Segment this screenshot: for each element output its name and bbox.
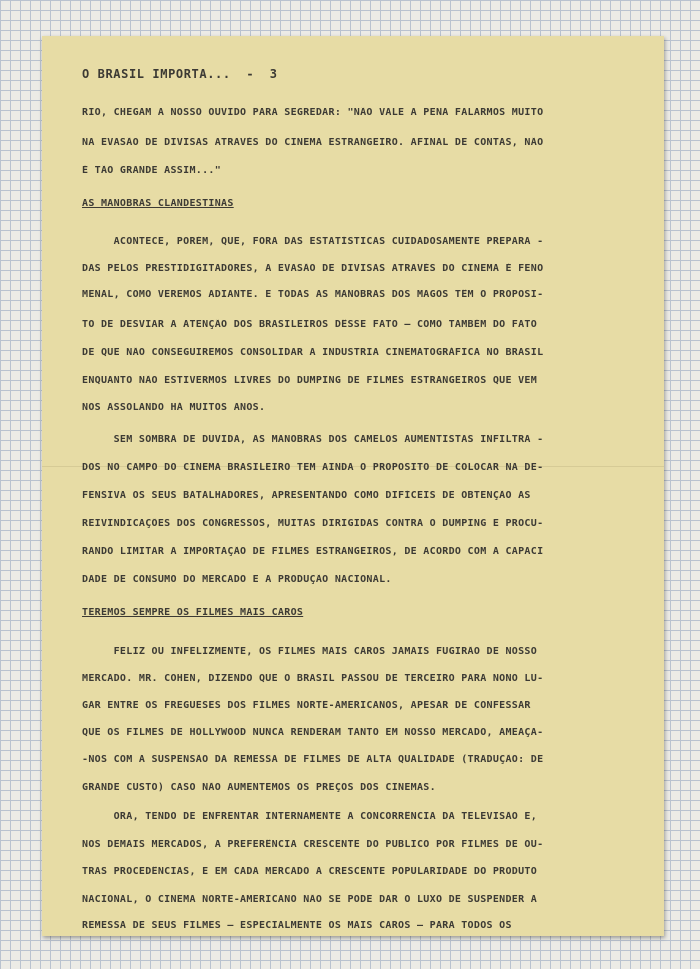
text-line: NOS DEMAIS MERCADOS, A PREFERÊNCIA CRESCENTE DO PÚBLICO POR FILMES DE OU-: [82, 839, 544, 850]
text-line: TRAS PROCEDÊNCIAS, E EM CADA MERCADO A CRESCENTE POPULARIDADE DO PRODUTO: [82, 866, 538, 877]
text-line: RANDO LIMITAR A IMPORTAÇÃO DE FILMES ESTRANGEIROS, DE ACÔRDO COM A CAPACI: [82, 546, 544, 557]
text-line: É TÃO GRANDE ASSIM...": [82, 165, 222, 176]
section-heading: AS MANOBRAS CLANDESTINAS: [82, 198, 234, 209]
text-line: -NOS COM A SUSPENSÃO DA REMESSA DE FILMES DE ALTA QUALIDADE (TRADUÇÃO: DE: [82, 754, 544, 765]
section-heading: TEREMOS SEMPRE OS FILMES MAIS CAROS: [82, 607, 304, 618]
text-line: SEM SOMBRA DE DÚVIDA, AS MANOBRAS DOS CAMELÔS AUMENTISTAS INFILTRA -: [82, 434, 544, 445]
typewritten-page: [42, 36, 664, 936]
text-line: MERCADO. MR. COHEN, DIZENDO QUE O BRASIL PASSOU DE TERCEIRO PARA NONO LU-: [82, 673, 544, 684]
text-line: REMESSA DE SEUS FILMES — ESPECIALMENTE OS MAIS CAROS — PARA TODOS OS: [82, 920, 512, 931]
text-line: NA EVASÃO DE DIVISAS ATRAVÉS DO CINEMA ESTRANGEIRO. AFINAL DE CONTAS, NÃO: [82, 137, 544, 148]
text-line: NACIONAL, O CINEMA NORTE-AMERICANO NÃO SE PODE DAR O LUXO DE SUSPENDER A: [82, 894, 538, 905]
text-line: QUE OS FILMES DE HOLLYWOOD NUNCA RENDERAM TANTO EM NOSSO MERCADO, AMEAÇA-: [82, 727, 544, 738]
page-header: O BRASIL IMPORTA... - 3: [82, 67, 278, 81]
text-line: DOS NO CAMPO DO CINEMA BRASILEIRO TEM AINDA O PROPÓSITO DE COLOCAR NA DE-: [82, 462, 544, 473]
text-line: DAS PELOS PRESTIDIGITADORES, A EVASÃO DE DIVISAS ATRAVÉS DO CINEMA É FENO: [82, 263, 544, 274]
text-line: ENQUANTO NÃO ESTIVERMOS LIVRES DO DUMPING DE FILMES ESTRANGEIROS QUE VEM: [82, 375, 538, 386]
text-line: DADE DE CONSUMO DO MERCADO E A PRODUÇÃO NACIONAL.: [82, 574, 392, 585]
text-line: GRANDE CUSTO) CASO NÃO AUMENTEMOS OS PREÇOS DOS CINEMAS.: [82, 782, 436, 793]
text-line: FENSIVA OS SEUS BATALHADORES, APRESENTANDO COMO DIFÍCEIS DE OBTENÇÃO AS: [82, 490, 531, 501]
text-line: ACONTECE, PORÉM, QUE, FORA DAS ESTATÍSTICAS CUIDADOSAMENTE PREPARA -: [82, 236, 544, 247]
text-line: RIO, CHEGAM A NOSSO OUVIDO PARA SEGREDAR: "NÃO VALE A PENA FALARMOS MUITO: [82, 107, 544, 118]
text-line: NOS ASSOLANDO HÁ MUITOS ANOS.: [82, 402, 266, 413]
text-line: MENAL, COMO VEREMOS ADIANTE. E TÔDAS AS MANOBRAS DOS MAGOS TÊM O PROPÓSI-: [82, 289, 544, 300]
text-line: ORA, TENDO DE ENFRENTAR INTERNAMENTE A CONCORRÊNCIA DA TELEVISÃO E,: [82, 811, 538, 822]
text-line: TO DE DESVIAR A ATENÇÃO DOS BRASILEIROS DÊSSE FATO — COMO TAMBÉM DO FATO: [82, 319, 538, 330]
text-line: REIVINDICAÇÕES DOS CONGRESSOS, MUITAS DIRIGIDAS CONTRA O DUMPING E PROCU-: [82, 518, 544, 529]
text-line: DE QUE NÃO CONSEGUIREMOS CONSOLIDAR A INDÚSTRIA CINEMATOGRÁFICA NO BRASIL: [82, 347, 544, 358]
text-line: FELIZ OU INFELIZMENTE, OS FILMES MAIS CAROS JAMAIS FUGIRÃO DE NOSSO: [82, 646, 538, 657]
text-line: GAR ENTRE OS FREGUESES DOS FILMES NORTE-AMERICANOS, APESAR DE CONFESSAR: [82, 700, 531, 711]
